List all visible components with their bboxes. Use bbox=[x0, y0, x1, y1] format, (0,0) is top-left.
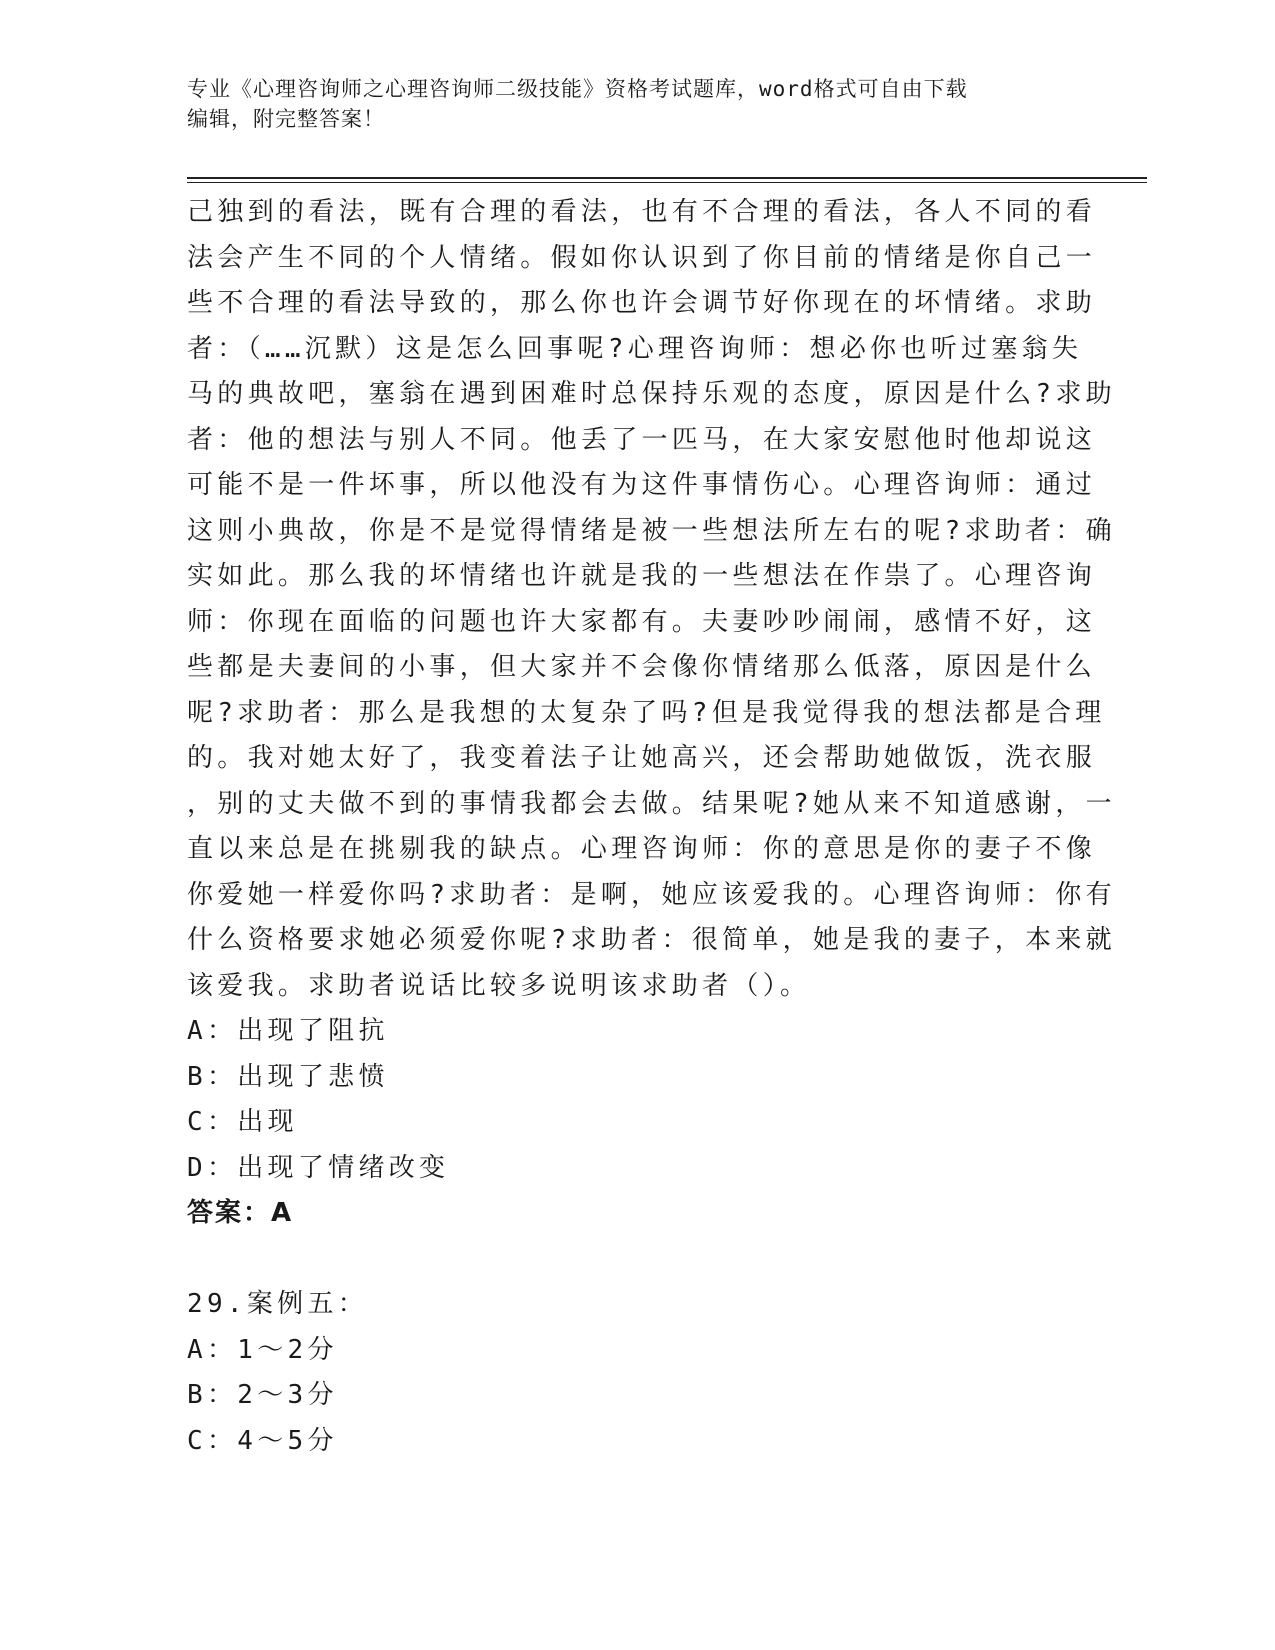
question-stem-line: 可能不是一件坏事，所以他没有为这件事情伤心。心理咨询师：通过 bbox=[187, 470, 1097, 500]
option-c: C：4～5分 bbox=[187, 1425, 338, 1456]
header-line-1: 专业《心理咨询师之心理咨询师二级技能》资格考试题库，word格式可自由下载 bbox=[187, 77, 968, 101]
option-b: B：出现了悲愤 bbox=[187, 1061, 389, 1092]
question-stem-line: 直以来总是在挑剔我的缺点。心理咨询师：你的意思是你的妻子不像 bbox=[187, 834, 1097, 864]
question-stem-line: ，别的丈夫做不到的事情我都会去做。结果呢?她从来不知道感谢，一 bbox=[187, 788, 1116, 819]
question-title: 29.案例五： bbox=[187, 1289, 369, 1319]
question-stem-line: 什么资格要求她必须爱你呢?求助者：很简单，她是我的妻子，本来就 bbox=[187, 925, 1116, 955]
question-spacer bbox=[187, 1237, 1077, 1283]
option-a: A：出现了阻抗 bbox=[187, 1016, 389, 1046]
header-line-2: 编辑，附完整答案！ bbox=[187, 107, 385, 131]
question-stem-line: 马的典故吧，塞翁在遇到困难时总保持乐观的态度，原因是什么?求助 bbox=[187, 379, 1116, 409]
question-stem-line: 师：你现在面临的问题也许大家都有。夫妻吵吵闹闹，感情不好，这 bbox=[187, 606, 1097, 637]
question-stem-line: 己独到的看法，既有合理的看法，也有不合理的看法，各人不同的看 bbox=[187, 197, 1097, 227]
question-stem-line: 该爱我。求助者说话比较多说明该求助者（）。 bbox=[187, 970, 811, 1001]
question-stem-line: 实如此。那么我的坏情绪也许就是我的一些想法在作祟了。心理咨询 bbox=[187, 561, 1097, 591]
option-c: C：出现 bbox=[187, 1107, 298, 1137]
header-divider-thick bbox=[187, 177, 1147, 179]
document-body bbox=[187, 190, 1116, 1464]
option-a: A：1～2分 bbox=[187, 1334, 338, 1365]
question-stem-line: 者：他的想法与别人不同。他丢了一匹马，在大家安慰他时他却说这 bbox=[187, 424, 1097, 455]
question-stem-line: 些都是夫妻间的小事，但大家并不会像你情绪那么低落，原因是什么 bbox=[187, 652, 1097, 682]
option-d: D：出现了情绪改变 bbox=[187, 1152, 450, 1183]
question-stem-line: 者：（……沉默）这是怎么回事呢?心理咨询师：想必你也听过塞翁失 bbox=[187, 333, 1083, 364]
question-stem-line: 这则小典故，你是不是觉得情绪是被一些想法所左右的呢?求助者：确 bbox=[187, 515, 1116, 546]
document-header bbox=[187, 74, 1067, 134]
question-29 bbox=[187, 1282, 1077, 1464]
question-stem-line: 法会产生不同的个人情绪。假如你认识到了你目前的情绪是你自己一 bbox=[187, 242, 1097, 273]
question-stem-line: 你爱她一样爱你吗?求助者：是啊，她应该爱我的。心理咨询师：你有 bbox=[187, 879, 1116, 910]
answer-line: 答案：A bbox=[187, 1198, 294, 1228]
question-stem-line: 些不合理的看法导致的，那么你也许会调节好你现在的坏情绪。求助 bbox=[187, 288, 1097, 318]
header-divider-thin bbox=[187, 182, 1147, 183]
question-28 bbox=[187, 190, 1116, 1237]
question-stem-line: 呢?求助者：那么是我想的太复杂了吗?但是我觉得我的想法都是合理 bbox=[187, 697, 1106, 728]
option-b: B：2～3分 bbox=[187, 1380, 338, 1410]
question-stem-line: 的。我对她太好了，我变着法子让她高兴，还会帮助她做饭，洗衣服 bbox=[187, 743, 1097, 773]
